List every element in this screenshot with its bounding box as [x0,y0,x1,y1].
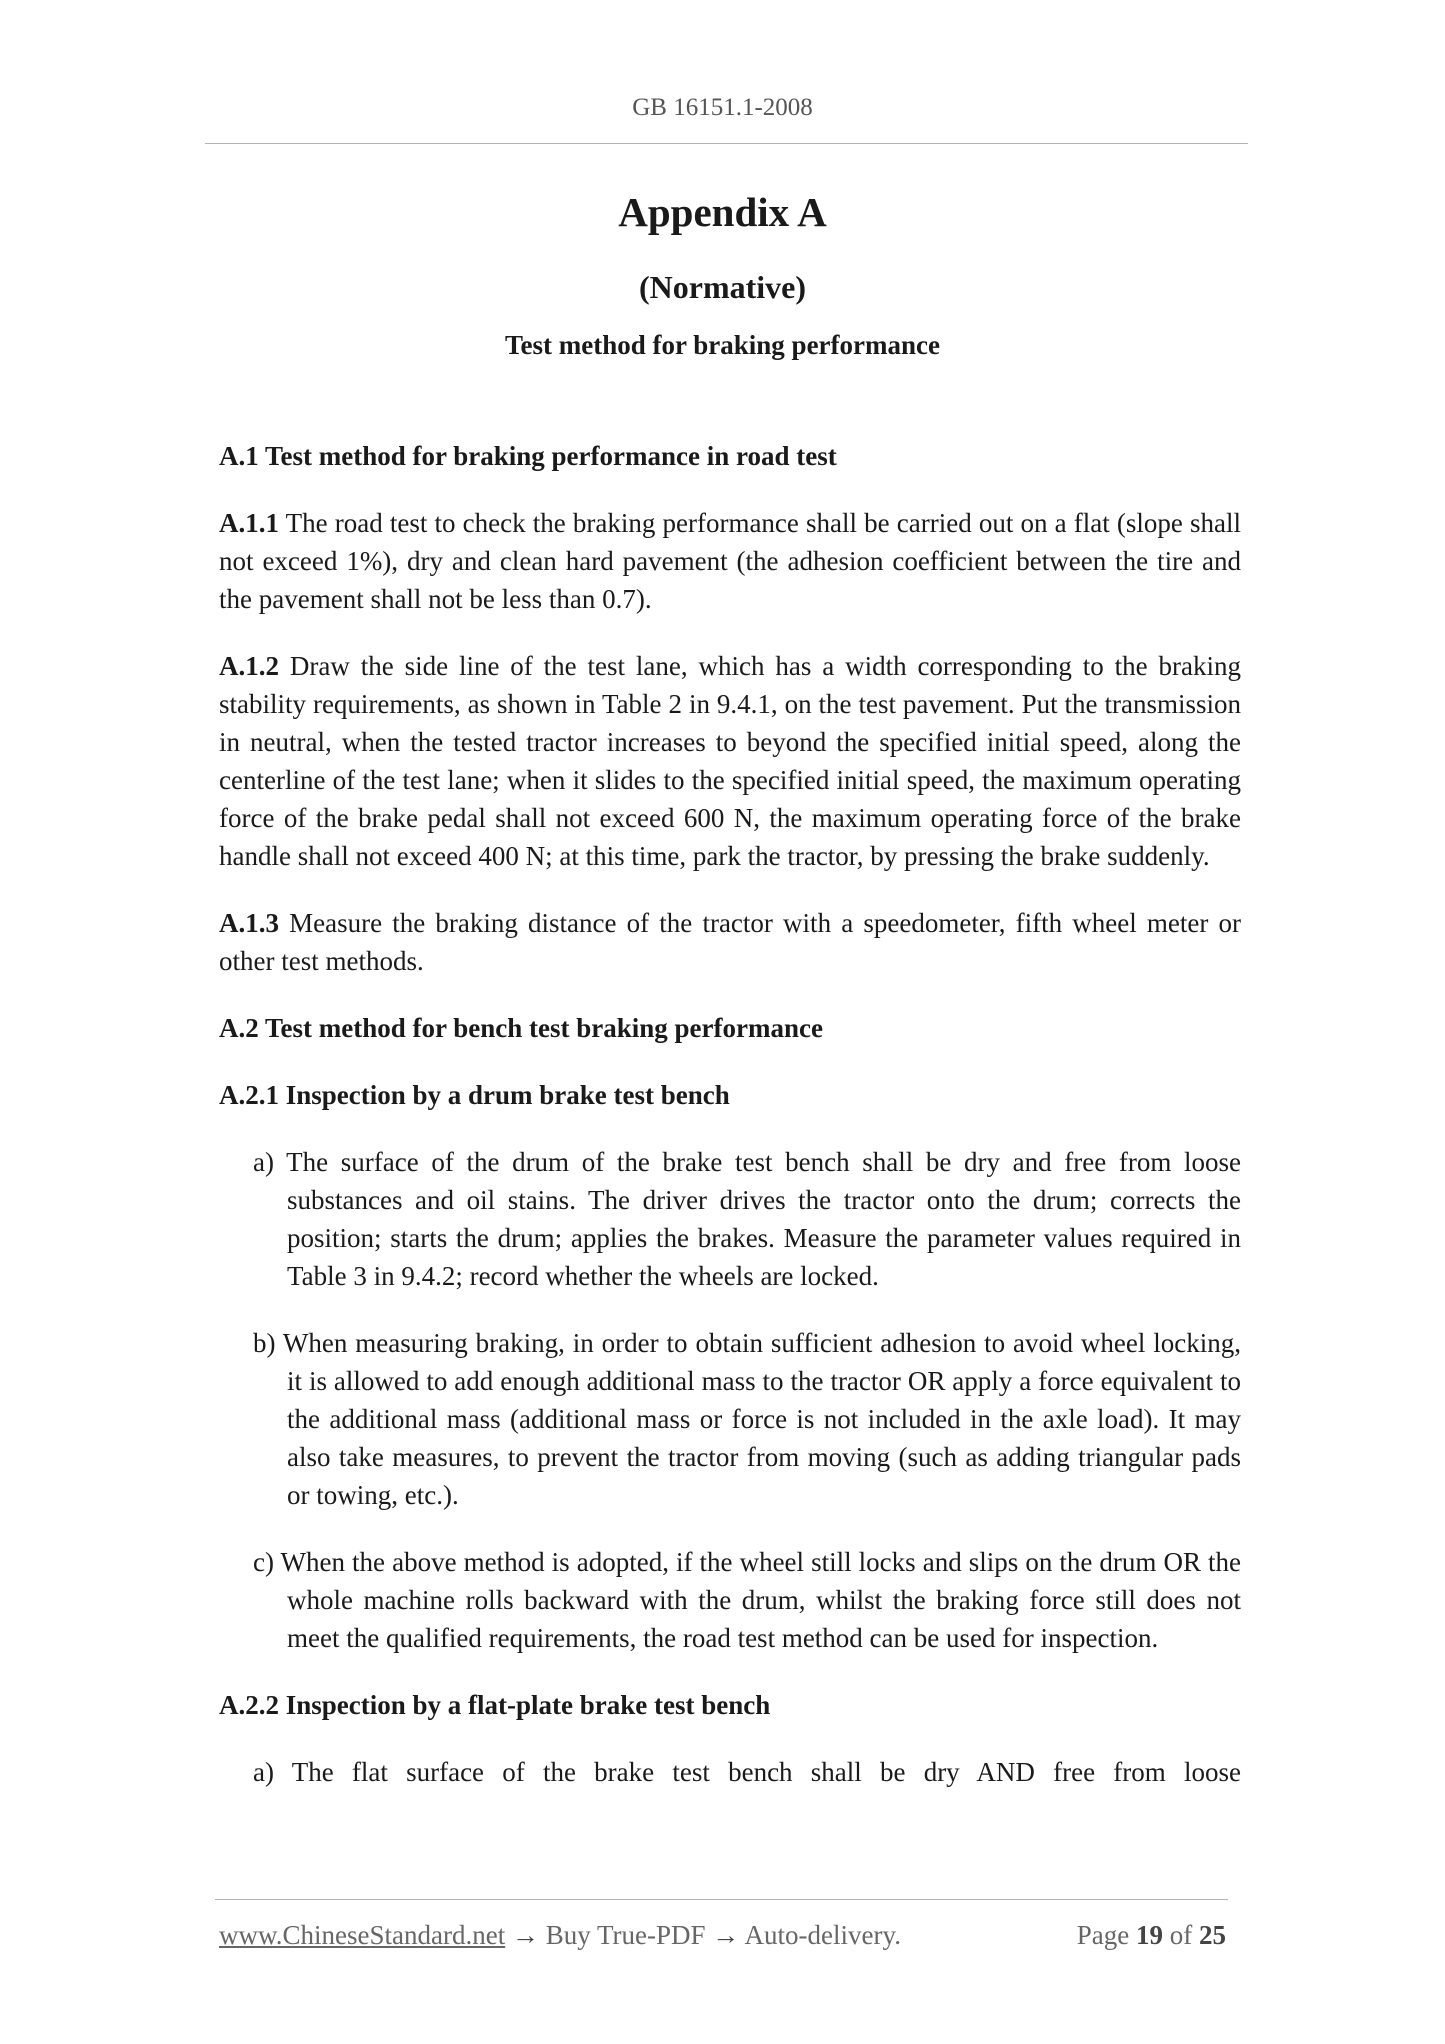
footer-links [219,1920,901,1951]
clause-text: The road test to check the braking performance shall be carried out on a flat (slope shall not exceed 1%), dry and clean hard pavement (the adhesion coefficient between the tire and the pavement shall not be less than 0.7). [219,508,1241,614]
clause-number: A.1.3 [219,908,279,938]
buy-true-pdf-text: Buy True-PDF [538,1920,713,1950]
page-indicator [1077,1920,1226,1951]
header-doc-code: GB 16151.1-2008 [632,94,813,121]
page-label: Page [1076,1920,1130,1950]
clause-text: Draw the side line of the test lane, which has a width corresponding to the braking stability requirements, as shown in Table 2 in 9.4.1, on the test pavement. Put the transmission in neutral, when the tested tractor increases to beyond the specified initial speed, along the centerline of the test lane; when it slides to the specified initial speed, the maximum operating force of the brake pedal shall not exceed 600 N, the maximum operating force of the brake handle shall not exceed 400 N; at this time, park the tractor, by pressing the brake suddenly. [219,651,1241,871]
clause-a-1-3 [219,904,1241,980]
clause-number: A.1.2 [219,651,279,681]
clause-a-1-1 [219,504,1241,618]
appendix-title: Appendix A [618,189,827,235]
list-item: a) The surface of the drum of the brake test bench shall be dry and free from loose substances and oil stains. The driver drives the tractor onto the drum; corrects the position; starts the drum; applies the brakes. Measure the parameter values required in Table 3 in 9.4.2; record whether the wheels are locked. [253,1147,1241,1291]
auto-delivery-text: Auto-delivery. [739,1920,901,1950]
normative-label: (Normative) [638,269,807,305]
page-total: 25 [1199,1920,1226,1950]
footer-divider [215,1899,1228,1900]
list-item: c) When the above method is adopted, if the wheel still locks and slips on the drum OR the whole machine rolls backward with the drum, whilst the braking force still does not meet the qualified requirements, the road test method can be used for inspection. [253,1547,1241,1653]
arrow-right-icon: → [511,1920,539,1950]
clause-number: A.1.1 [219,508,279,538]
section-heading-a2: A.2 Test method for bench test braking performance [219,1013,823,1043]
clause-text: Measure the braking distance of the tractor with a speedometer, fifth wheel meter or other test methods. [219,908,1241,976]
subsection-heading-a-2-1: A.2.1 Inspection by a drum brake test bench [219,1080,730,1110]
arrow-right-icon: → [712,1920,740,1950]
clause-a-1-2 [219,647,1241,875]
page-current: 19 [1136,1920,1163,1950]
section-heading-a1: A.1 Test method for braking performance in road test [219,441,837,471]
subsection-heading-a-2-2: A.2.2 Inspection by a flat-plate brake test bench [219,1690,771,1720]
list-item: b) When measuring braking, in order to obtain sufficient adhesion to avoid wheel locking, it is allowed to add enough additional mass to the tractor OR apply a force equivalent to the additional mass (additional mass or force is not included in the axle load). It may also take measures, to prevent the tractor from moving (such as adding triangular pads or towing, etc.). [253,1328,1241,1510]
appendix-subtitle: Test method for braking performance [505,330,940,360]
list-item: a) The flat surface of the brake test bench shall be dry AND free from loose [253,1757,1241,1787]
site-link[interactable]: www.ChineseStandard.net [219,1920,506,1950]
header-divider [205,143,1248,144]
document-body [219,437,1241,1820]
of-label: of [1169,1920,1193,1950]
